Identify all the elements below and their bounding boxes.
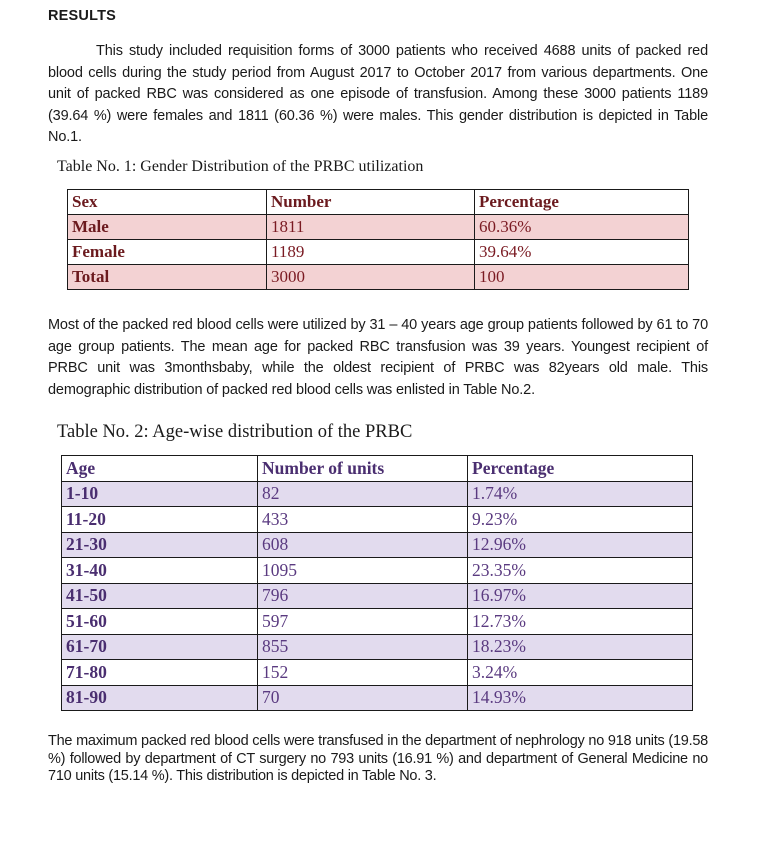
section-heading: RESULTS	[48, 8, 116, 24]
table-row	[68, 265, 689, 290]
table-cell: 597	[258, 609, 468, 635]
header-cell: Sex	[68, 190, 267, 215]
table-cell: 1811	[267, 215, 475, 240]
table-cell: 796	[258, 583, 468, 609]
table-cell: 152	[258, 660, 468, 686]
table-cell: 3.24%	[468, 660, 693, 686]
results-paragraph-3: The maximum packed red blood cells were transfused in the department of nephrology no 918 units (19.58 %) followed by department of CT surgery no 793 units (16.91 %) and department of General Medicine no 710 units (15.14 %). This distribution is depicted in Table No. 3.	[48, 733, 708, 784]
table-cell: 1095	[258, 558, 468, 584]
table-cell: 1189	[267, 240, 475, 265]
table-cell: 23.35%	[468, 558, 693, 584]
table-cell: 14.93%	[468, 685, 693, 711]
header-cell: Age	[62, 456, 258, 482]
header-cell: Percentage	[468, 456, 693, 482]
table-2-caption: Table No. 2: Age-wise distribution of the PRBC	[57, 422, 413, 442]
table-header-row	[62, 456, 693, 482]
table-row	[62, 507, 693, 533]
table-cell: 82	[258, 481, 468, 507]
header-cell: Number	[267, 190, 475, 215]
table-row	[62, 481, 693, 507]
table-cell: 41-50	[62, 583, 258, 609]
table-cell: 1-10	[62, 481, 258, 507]
header-cell: Percentage	[475, 190, 689, 215]
header-cell: Number of units	[258, 456, 468, 482]
table-cell: 16.97%	[468, 583, 693, 609]
table-cell: 70	[258, 685, 468, 711]
table-cell: Female	[68, 240, 267, 265]
table-cell: 31-40	[62, 558, 258, 584]
table-cell: 12.73%	[468, 609, 693, 635]
gender-distribution-table	[67, 189, 689, 290]
table-cell: 39.64%	[475, 240, 689, 265]
table-cell: 100	[475, 265, 689, 290]
table-cell: Male	[68, 215, 267, 240]
table-cell: 60.36%	[475, 215, 689, 240]
table-cell: Total	[68, 265, 267, 290]
table-cell: 1.74%	[468, 481, 693, 507]
table-header-row	[68, 190, 689, 215]
table-cell: 18.23%	[468, 634, 693, 660]
results-paragraph-1: This study included requisition forms of 3000 patients who received 4688 units of packed red blood cells during the study period from August 2017 to October 2017 from various departments. One unit of packed RBC was considered as one episode of transfusion. Among these 3000 patients 1189 (39.64 %) were females and 1811 (60.36 %) were males. This gender distribution is depicted in Table No.1.	[48, 43, 708, 145]
table-cell: 3000	[267, 265, 475, 290]
table-cell: 608	[258, 532, 468, 558]
table-1-caption: Table No. 1: Gender Distribution of the PRBC utilization	[57, 158, 424, 175]
table-row	[62, 609, 693, 635]
table-row	[62, 685, 693, 711]
table-cell: 81-90	[62, 685, 258, 711]
results-paragraph-2: Most of the packed red blood cells were utilized by 31 – 40 years age group patients followed by 61 to 70 age group patients. The mean age for packed RBC transfusion was 39 years. Youngest recipient of PRBC unit was 3monthsbaby, while the oldest recipient of PRBC was 82years old male. This demographic distribution of packed red blood cells was enlisted in Table No.2.	[48, 317, 708, 398]
table-row	[62, 660, 693, 686]
table-row	[68, 240, 689, 265]
table-cell: 855	[258, 634, 468, 660]
table-cell: 51-60	[62, 609, 258, 635]
table-row	[62, 583, 693, 609]
table-row	[68, 215, 689, 240]
table-cell: 433	[258, 507, 468, 533]
table-cell: 12.96%	[468, 532, 693, 558]
table-cell: 9.23%	[468, 507, 693, 533]
table-cell: 11-20	[62, 507, 258, 533]
table-cell: 71-80	[62, 660, 258, 686]
table-cell: 61-70	[62, 634, 258, 660]
table-row	[62, 532, 693, 558]
table-cell: 21-30	[62, 532, 258, 558]
table-row	[62, 634, 693, 660]
age-distribution-table	[61, 455, 693, 711]
table-row	[62, 558, 693, 584]
